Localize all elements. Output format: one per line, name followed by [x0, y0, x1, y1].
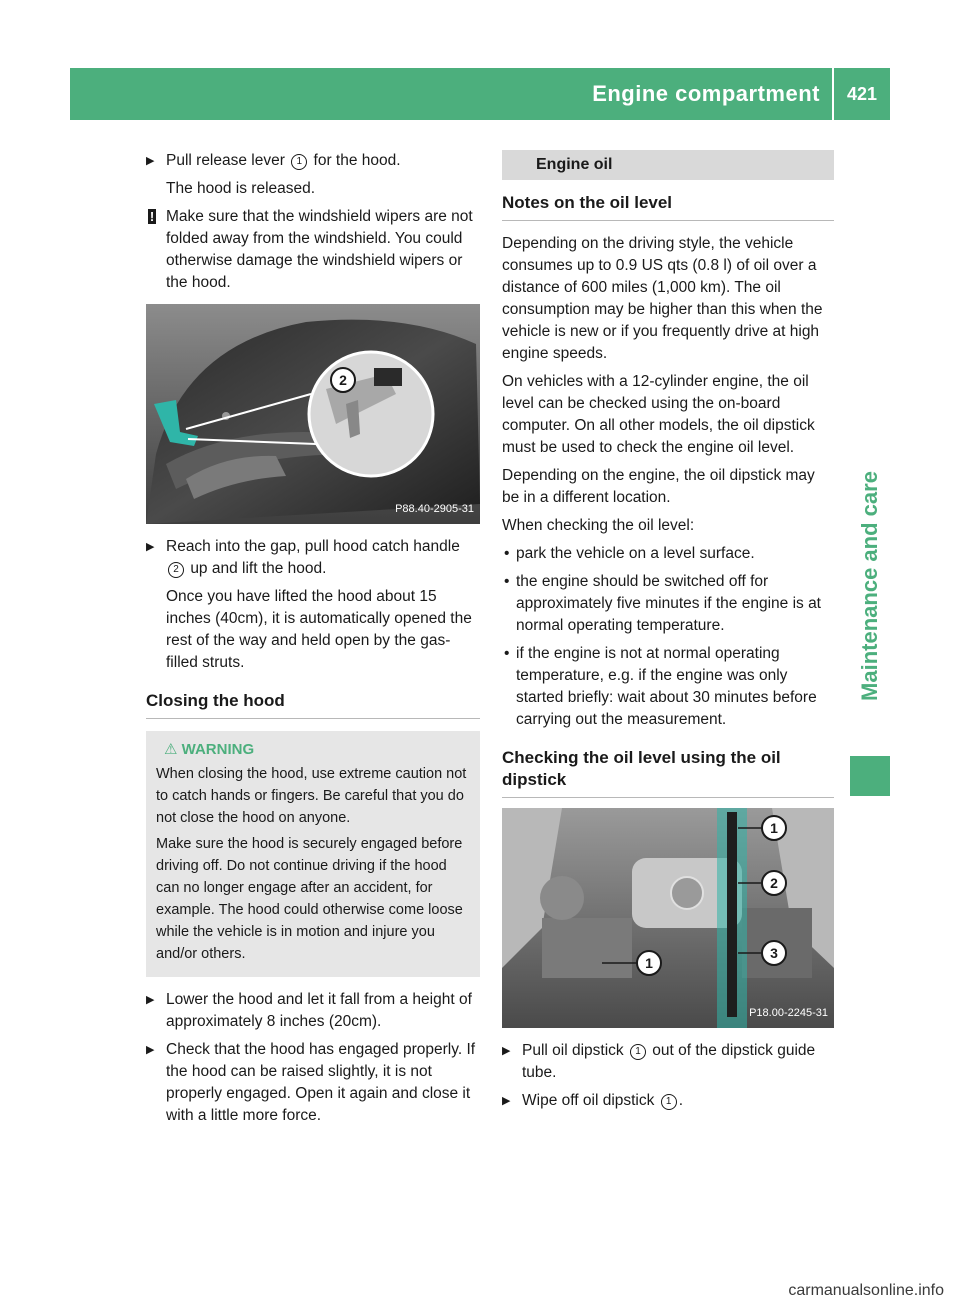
image-callout-3: 3	[770, 945, 778, 961]
warning-title: ⚠ WARNING	[164, 741, 255, 758]
chapter-title: Engine compartment	[592, 68, 834, 120]
warning-text: When closing the hood, use extreme caution not to catch hands or fingers. Be careful that you do not close the hood on anyone.	[156, 766, 467, 826]
step-pull-release-lever: ▶ Pull release lever 1 for the hood.	[146, 150, 480, 172]
side-tab-marker	[850, 756, 890, 796]
heading-dipstick: Checking the oil level using the oil dipstick	[502, 747, 834, 798]
step-result: Once you have lifted the hood about 15 inches (40cm), it is automatically opened the rest of the way and held open by the gas-filled struts.	[166, 588, 472, 671]
watermark-link[interactable]: carmanualsonline.info	[788, 1282, 944, 1299]
engine-dipstick-image	[502, 808, 834, 1028]
warning-text: Make sure the hood is securely engaged before driving off. Do not continue driving if the hood can no longer engage after an accident, for example. The hood could otherwise come loose while the vehicle is in motion and injure you and/or others.	[156, 836, 463, 962]
paragraph: On vehicles with a 12-cylinder engine, the oil level can be checked using the on-board computer. On all other models, the oil dipstick must be used to check the engine oil level.	[502, 373, 815, 456]
callout-1-marker: 1	[661, 1094, 677, 1110]
callout-1-marker: 1	[630, 1044, 646, 1060]
step-wipe-dipstick: ▶ Wipe off oil dipstick 1 .	[502, 1090, 834, 1112]
step-result: The hood is released.	[166, 180, 316, 197]
page-number: 421	[846, 83, 878, 104]
image-callout-1: 1	[770, 820, 778, 836]
engine-bay-illustration	[502, 808, 834, 1028]
oil-check-conditions	[502, 543, 834, 731]
section-title-engine-oil: Engine oil	[502, 150, 834, 180]
paragraph: When checking the oil level:	[502, 517, 695, 534]
image-code: P88.40-2905-31	[395, 503, 474, 515]
step-pull-dipstick: ▶ Pull oil dipstick 1 out of the dipstick guide tube.	[502, 1040, 834, 1084]
side-tab-label: Maintenance and care	[857, 471, 882, 701]
image-callout-1-lower: 1	[645, 955, 653, 971]
hood-release-illustration	[146, 304, 480, 524]
heading-closing-hood: Closing the hood	[146, 690, 480, 719]
right-column	[502, 150, 834, 1118]
image-callout-2: 2	[339, 372, 347, 388]
list-item: • park the vehicle on a level surface.	[502, 543, 834, 565]
side-tab	[850, 430, 890, 742]
image-code: P18.00-2245-31	[749, 1007, 828, 1019]
callout-2-marker: 2	[168, 562, 184, 578]
page-header	[70, 68, 890, 120]
list-item: • the engine should be switched off for approximately five minutes if the engine is at normal operating temperature.	[502, 571, 834, 637]
callout-1-marker: 1	[291, 154, 307, 170]
left-column	[146, 150, 480, 1133]
list-item: • if the engine is not at normal operating temperature, e.g. if the engine was only started briefly: wait about 30 minutes before carrying out the measurement.	[502, 643, 834, 731]
paragraph: Depending on the driving style, the vehicle consumes up to 0.9 US qts (0.8 l) of oil over a distance of 600 miles (1,000 km). The oil consumption may be higher than this when the vehicle is new or if you frequently drive at high engine speeds.	[502, 235, 823, 362]
step-lower-hood: ▶ Lower the hood and let it fall from a height of approximately 8 inches (20cm).	[146, 989, 480, 1033]
heading-notes-oil-level: Notes on the oil level	[502, 192, 834, 221]
exclamation-icon: !	[149, 209, 155, 224]
warning-triangle-icon: ⚠	[164, 741, 178, 758]
paragraph: Depending on the engine, the oil dipstick may be in a different location.	[502, 467, 815, 506]
step-pull-hood-catch: ▶ Reach into the gap, pull hood catch handle 2 up and lift the hood.	[146, 536, 480, 580]
image-callout-2: 2	[770, 875, 778, 891]
warning-box	[146, 731, 480, 977]
caution-note: ! Make sure that the windshield wipers are not folded away from the windshield. You could otherwise damage the windshield wipers or the hood.	[149, 208, 473, 291]
hood-release-image	[146, 304, 480, 524]
step-check-hood: ▶ Check that the hood has engaged properly. If the hood can be raised slightly, it is not properly engaged. Open it again and close it with a little more force.	[146, 1039, 480, 1127]
